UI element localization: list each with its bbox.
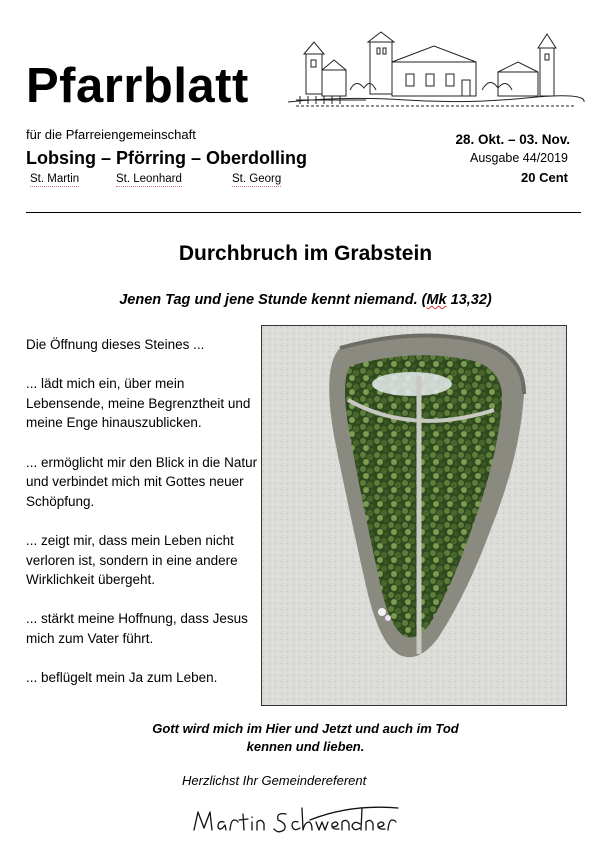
article-body — [26, 335, 261, 707]
closing-line-2: kennen und lieben. — [246, 739, 365, 754]
church-sketch-illustration — [286, 30, 586, 110]
quote-text: Jenen Tag und jene Stunde kennt niemand. ( — [119, 292, 427, 308]
handwritten-signature — [190, 800, 410, 840]
paragraph: ... beflügelt mein Ja zum Leben. — [26, 670, 218, 686]
masthead-title: Pfarrblatt — [26, 59, 249, 113]
issue-number: Ausgabe 44/2019 — [469, 151, 568, 165]
price: 20 Cent — [521, 170, 568, 185]
date-range: 28. Okt. – 03. Nov. — [455, 132, 570, 147]
church-names — [26, 173, 306, 189]
quote-verse: 13,32) — [446, 292, 492, 308]
paragraph: ... stärkt meine Hoffnung, dass Jesus mich zum Vater führt. — [26, 611, 248, 646]
masthead-subtitle: für die Pfarreiengemeinschaft — [26, 127, 196, 142]
greeting: Herzlichst Ihr Gemeindereferent — [182, 773, 367, 788]
article-headline: Durchbruch im Grabstein — [178, 242, 433, 265]
church-name-st-martin: St. Martin — [30, 173, 80, 185]
church-name-st-georg: St. Georg — [232, 173, 282, 185]
paragraph: ... ermöglicht mir den Blick in die Natur und verbindet mich mit Gottes neuer Schöpfung. — [26, 454, 258, 509]
church-name-st-leonhard: St. Leonhard — [116, 173, 182, 185]
closing-line-1: Gott wird mich im Hier und Jetzt und auch im Tod — [152, 721, 459, 736]
gravestone-photo — [261, 325, 567, 706]
header-divider — [26, 212, 581, 213]
bible-quote — [0, 292, 611, 308]
paragraph: ... zeigt mir, dass mein Leben nicht verloren ist, sondern in eine andere Wirklichkeit übergeht. — [26, 532, 238, 588]
paragraph: ... lädt mich ein, über mein Lebensende, meine Begrenztheit und meine Enge hinauszublicken. — [26, 376, 251, 431]
gravestone-opening-image — [262, 326, 567, 706]
paragraph: Die Öffnung dieses Steines ... — [26, 337, 205, 352]
closing-statement — [0, 720, 611, 756]
quote-reference: Mk — [426, 292, 447, 308]
parish-names: Lobsing – Pförring – Oberdolling — [26, 148, 308, 168]
